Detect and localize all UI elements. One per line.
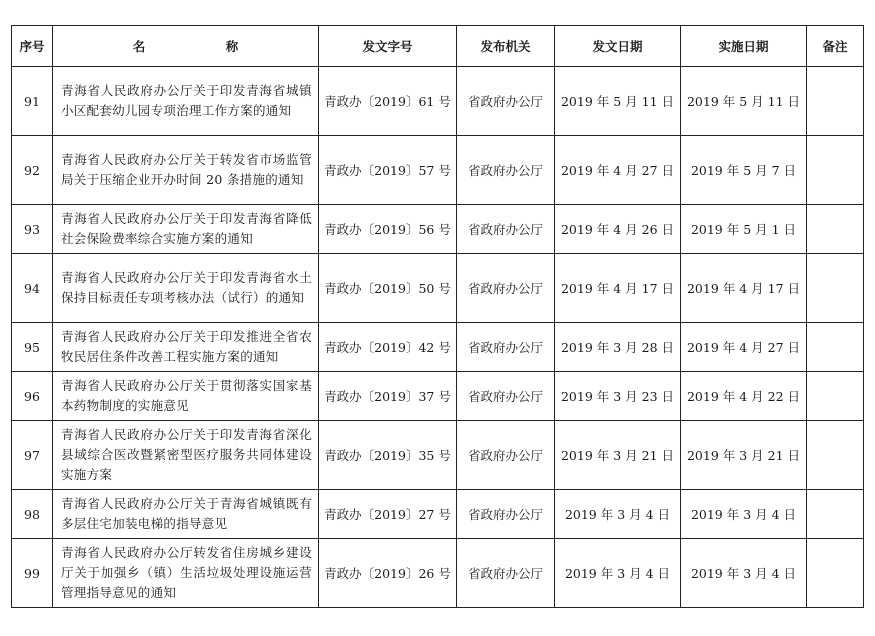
row-effective-date: 2019 年 5 月 7 日 <box>681 136 807 205</box>
row-issuer: 省政府办公厅 <box>457 205 555 254</box>
document-table <box>11 25 864 608</box>
row-index: 95 <box>12 323 53 372</box>
row-effective-date: 2019 年 3 月 4 日 <box>681 490 807 539</box>
row-issue-date: 2019 年 4 月 26 日 <box>555 205 681 254</box>
row-name: 青海省人民政府办公厅转发省住房城乡建设厅关于加强乡（镇）生活垃圾处理设施运营管理指导意见的通知 <box>53 539 319 608</box>
row-index: 93 <box>12 205 53 254</box>
row-doc-no: 青政办〔2019〕35 号 <box>319 421 457 490</box>
row-name: 青海省人民政府办公厅关于转发省市场监管局关于压缩企业开办时间 20 条措施的通知 <box>53 136 319 205</box>
header-issuer: 发布机关 <box>457 26 555 67</box>
row-issue-date: 2019 年 4 月 27 日 <box>555 136 681 205</box>
row-doc-no: 青政办〔2019〕56 号 <box>319 205 457 254</box>
row-issuer: 省政府办公厅 <box>457 323 555 372</box>
table-row <box>12 254 864 323</box>
row-remarks <box>807 323 864 372</box>
header-effective-date: 实施日期 <box>681 26 807 67</box>
table-row <box>12 490 864 539</box>
row-index: 97 <box>12 421 53 490</box>
table-row <box>12 67 864 136</box>
table-row <box>12 323 864 372</box>
row-effective-date: 2019 年 5 月 11 日 <box>681 67 807 136</box>
header-remarks: 备注 <box>807 26 864 67</box>
row-issue-date: 2019 年 5 月 11 日 <box>555 67 681 136</box>
row-issuer: 省政府办公厅 <box>457 254 555 323</box>
row-index: 92 <box>12 136 53 205</box>
header-issue-date: 发文日期 <box>555 26 681 67</box>
row-issuer: 省政府办公厅 <box>457 67 555 136</box>
row-name: 青海省人民政府办公厅关于印发推进全省农牧民居住条件改善工程实施方案的通知 <box>53 323 319 372</box>
row-index: 99 <box>12 539 53 608</box>
row-issuer: 省政府办公厅 <box>457 372 555 421</box>
row-effective-date: 2019 年 3 月 21 日 <box>681 421 807 490</box>
row-index: 98 <box>12 490 53 539</box>
row-doc-no: 青政办〔2019〕57 号 <box>319 136 457 205</box>
table-row <box>12 136 864 205</box>
row-name: 青海省人民政府办公厅关于青海省城镇既有多层住宅加装电梯的指导意见 <box>53 490 319 539</box>
row-name: 青海省人民政府办公厅关于印发青海省深化县域综合医改暨紧密型医疗服务共同体建设实施方案 <box>53 421 319 490</box>
header-name <box>53 26 319 67</box>
row-doc-no: 青政办〔2019〕37 号 <box>319 372 457 421</box>
table-row <box>12 372 864 421</box>
row-issuer: 省政府办公厅 <box>457 421 555 490</box>
header-doc-no: 发文字号 <box>319 26 457 67</box>
row-effective-date: 2019 年 5 月 1 日 <box>681 205 807 254</box>
row-effective-date: 2019 年 3 月 4 日 <box>681 539 807 608</box>
row-issue-date: 2019 年 3 月 4 日 <box>555 490 681 539</box>
row-issue-date: 2019 年 3 月 4 日 <box>555 539 681 608</box>
table-row <box>12 205 864 254</box>
header-row <box>12 26 864 67</box>
row-remarks <box>807 205 864 254</box>
row-remarks <box>807 67 864 136</box>
row-remarks <box>807 372 864 421</box>
header-index: 序号 <box>12 26 53 67</box>
row-index: 96 <box>12 372 53 421</box>
row-remarks <box>807 136 864 205</box>
row-effective-date: 2019 年 4 月 17 日 <box>681 254 807 323</box>
row-name: 青海省人民政府办公厅关于印发青海省水土保持目标责任专项考核办法（试行）的通知 <box>53 254 319 323</box>
row-issue-date: 2019 年 3 月 21 日 <box>555 421 681 490</box>
row-issue-date: 2019 年 4 月 17 日 <box>555 254 681 323</box>
row-effective-date: 2019 年 4 月 27 日 <box>681 323 807 372</box>
row-doc-no: 青政办〔2019〕26 号 <box>319 539 457 608</box>
row-issuer: 省政府办公厅 <box>457 136 555 205</box>
row-name: 青海省人民政府办公厅关于贯彻落实国家基本药物制度的实施意见 <box>53 372 319 421</box>
row-remarks <box>807 490 864 539</box>
row-remarks <box>807 421 864 490</box>
row-remarks <box>807 539 864 608</box>
row-index: 94 <box>12 254 53 323</box>
row-name: 青海省人民政府办公厅关于印发青海省城镇小区配套幼儿园专项治理工作方案的通知 <box>53 67 319 136</box>
row-doc-no: 青政办〔2019〕50 号 <box>319 254 457 323</box>
row-doc-no: 青政办〔2019〕42 号 <box>319 323 457 372</box>
row-issuer: 省政府办公厅 <box>457 539 555 608</box>
row-issue-date: 2019 年 3 月 23 日 <box>555 372 681 421</box>
row-issuer: 省政府办公厅 <box>457 490 555 539</box>
row-effective-date: 2019 年 4 月 22 日 <box>681 372 807 421</box>
table-row <box>12 421 864 490</box>
table-row <box>12 539 864 608</box>
row-index: 91 <box>12 67 53 136</box>
header-name-text: 名 称 <box>132 39 273 54</box>
row-issue-date: 2019 年 3 月 28 日 <box>555 323 681 372</box>
row-doc-no: 青政办〔2019〕61 号 <box>319 67 457 136</box>
row-name: 青海省人民政府办公厅关于印发青海省降低社会保险费率综合实施方案的通知 <box>53 205 319 254</box>
row-remarks <box>807 254 864 323</box>
row-doc-no: 青政办〔2019〕27 号 <box>319 490 457 539</box>
